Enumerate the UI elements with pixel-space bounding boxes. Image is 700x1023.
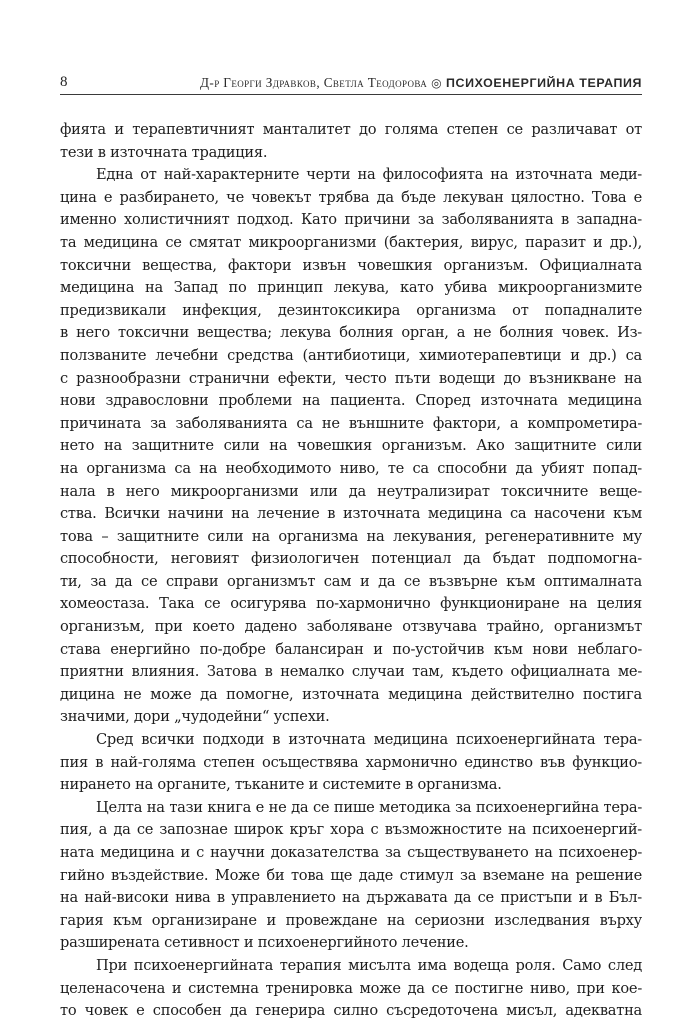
text-line: ти, за да се справи организмът сам и да се възвърне към оптималната [60,572,642,590]
text-line: нето на защитните сили на човешкия организъм. Ако защитните сили [60,437,642,455]
text-line: ната медицина и с научни доказателства за съществуването на психоенер- [60,844,642,861]
text-line: с разнообразни странични ефекти, често пъти водещи до възникване на [60,369,642,387]
text-line: нала в него микроорганизми или да неутрализират токсичните веще- [60,482,642,500]
paragraph [60,797,642,955]
text-line: Целта на тази книга е не да се пише методика за психоенергийна тера- [96,798,642,816]
text-line: цина е разбирането, че човекът трябва да бъде лекуван цялостно. Това е [60,188,642,206]
header-title [200,75,642,91]
text-line: способности, неговият физиологичен потенциал да бъдат подпомогна- [60,550,642,568]
text-line: значими, дори „чудодейни“ успехи. [60,708,330,726]
text-line: Сред всички подходи в източната медицина психоенергийната тера- [96,731,642,749]
text-line: медицина на Запад по принцип лекува, като убива микроорганизмите [60,279,642,297]
separator-icon: ◎ [431,76,443,90]
text-line: пия в най-голяма степен осъществява хармонично единство във функцио- [60,753,642,771]
text-line: това – защитните сили на организма на лекувания, регенеративните му [60,527,642,545]
text-line: токсични вещества, фактори извън човешкия организъм. Официалната [60,256,642,274]
text-line: нови здравословни проблеми на пациента. Според източната медицина [60,392,642,410]
text-line: гийно въздействие. Може би това ще даде стимул за вземане на решение [60,866,642,884]
text-line: целенасочена и системна тренировка може да се постигне ниво, при кое- [60,979,642,997]
text-line: в него токсични вещества; лекува болния орган, а не болния човек. Из- [60,324,642,342]
header-authors: Д-р Георги Здравков, Светла Теодорова [200,75,428,90]
page-number: 8 [60,74,68,90]
text-line: приятни влияния. Затова в немалко случаи там, където официалната ме- [60,663,642,681]
text-line: става енергийно по-добре балансиран и по-устойчив към нови неблаго- [60,640,642,658]
text-line: нирането на органите, тъканите и системите в организма. [60,776,502,794]
text-line: пия, а да се запознае широк кръг хора с възможностите на психоенергий- [60,821,642,839]
text-line: фията и терапевтичният манталитет до голяма степен се различават от [60,121,642,138]
text-line: та медицина се смятат микроорганизми (бактерия, вирус, паразит и др.), [60,233,642,251]
text-line: При психоенергийната терапия мисълта има водеща роля. Само след [96,956,642,974]
text-line: гария към организиране и провеждане на сериозни изследвания върху [60,911,642,929]
text-line: дицина не може да помогне, източната медицина действително постига [60,685,642,703]
text-line: ползваните лечебни средства (антибиотици, химиотерапевтици и др.) са [60,346,642,364]
text-line: Една от най-характерните черти на философията на източната меди- [96,166,642,184]
text-line: организъм, при което дадено заболяване отзвучава трайно, организмът [60,618,642,636]
text-line: именно холистичният подход. Като причини за заболяванията в западна- [60,211,642,229]
text-line: то човек е способен да генерира силно съсредоточена мисъл, адекватна [60,1002,642,1020]
text-line: на организма са на необходимото ниво, те са способни да убият попад- [60,459,642,477]
text-line: ства. Всички начини на лечение в източната медицина са насочени към [60,505,642,523]
text-line: причината за заболяванията са не външните фактори, а компрометира- [60,414,642,432]
text-line: хомеостаза. Така се осигурява по-хармонично функциониране на целия [60,595,642,613]
text-line: разширената сетивност и психоенергийното лечение. [60,934,469,952]
body-text [60,119,642,1023]
header-book-title: ПСИХОЕНЕРГИЙНА ТЕРАПИЯ [446,76,642,90]
paragraph [60,164,642,729]
running-header [60,72,642,95]
text-line: тези в източната традиция. [60,143,268,161]
text-line: предизвикали инфекция, дезинтоксикира организма от попадналите [60,301,642,319]
text-line: на най-високи нива в управлението на държавата да се пристъпи и в Бъл- [60,889,642,907]
paragraph [60,955,642,1023]
paragraph [60,729,642,797]
paragraph [60,119,642,164]
